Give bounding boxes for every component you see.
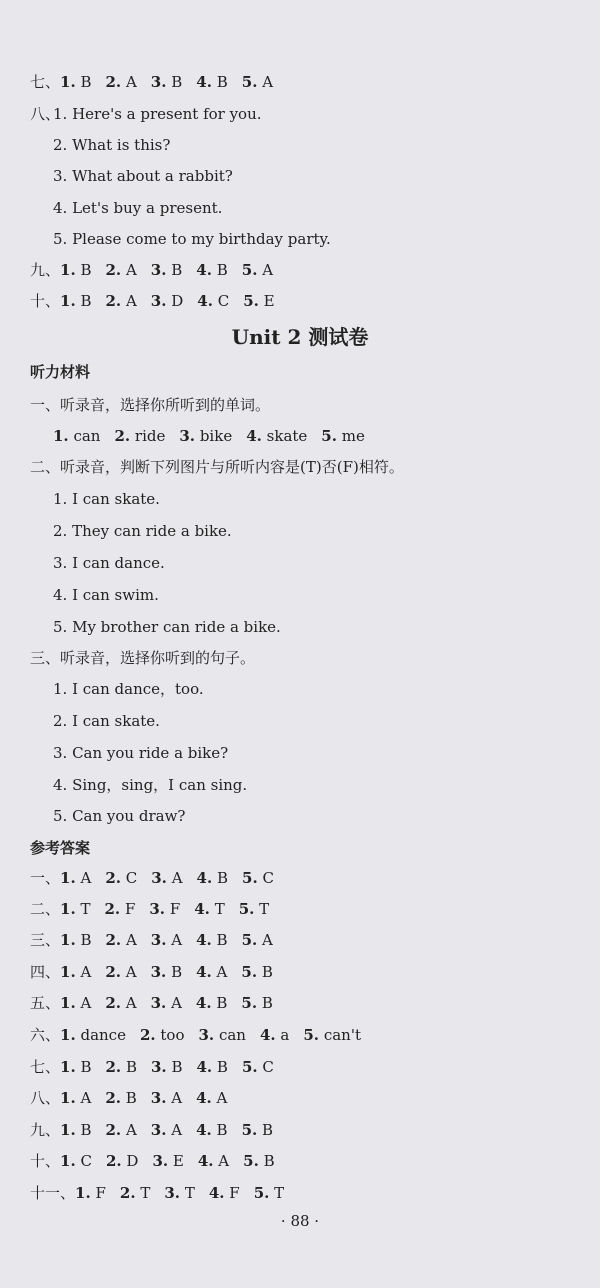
answer-item [197, 869, 228, 887]
answer-item [197, 292, 229, 310]
answer-number: 3. [149, 900, 166, 918]
question-prompt: 三、听录音，选择你听到的句子。 [30, 649, 256, 667]
answer-number: 2. [105, 994, 121, 1012]
answer-number: 1. [60, 1121, 76, 1139]
answer-number: 4. [194, 900, 210, 918]
answer-number: 4. [196, 1058, 213, 1076]
answer-value: B [80, 1058, 92, 1076]
unit-title: Unit 2 测试卷 [231, 325, 369, 349]
answer-value: B [261, 963, 273, 981]
answer-item [151, 869, 182, 887]
answer-item [164, 1184, 194, 1202]
answer-item [151, 73, 182, 91]
answer-number: 5. [243, 292, 259, 310]
answer-value: E [172, 1152, 184, 1170]
answer-value: B [125, 1058, 137, 1076]
answer-number: 4. [196, 1121, 212, 1139]
section-label: 九、 [30, 1121, 61, 1139]
answer-value: B [125, 1089, 137, 1107]
answer-value: B [171, 73, 183, 91]
answer-row [30, 1183, 580, 1203]
answer-number: 4. [196, 869, 213, 887]
answer-value: B [261, 994, 273, 1012]
word-number: 5. [321, 427, 337, 445]
answer-item [140, 1026, 185, 1044]
answer-value: T [214, 900, 225, 918]
answer-item [105, 994, 136, 1012]
answer-item [75, 1184, 106, 1202]
answer-number: 3. [150, 1121, 167, 1139]
answer-number: 2. [105, 1121, 122, 1139]
answer-item [241, 994, 272, 1012]
listening-sentence: 1. I can skate. [53, 490, 160, 508]
answer-value: E [263, 292, 275, 310]
section-label: 二、 [30, 900, 61, 918]
answer-sentence: 2. What is this? [53, 136, 171, 154]
question-prompt: 二、听录音，判断下列图片与所听内容是(T)否(F)相符。 [30, 458, 404, 476]
answer-value: A [216, 1089, 228, 1107]
answer-number: 2. [105, 931, 122, 949]
word-value: skate [266, 427, 308, 445]
word-item [114, 427, 165, 445]
answer-item [106, 73, 137, 91]
answer-item [149, 900, 180, 918]
answer-value: T [274, 1184, 285, 1202]
answer-value: B [216, 73, 228, 91]
answer-value: C [217, 292, 230, 310]
answer-item [242, 73, 273, 91]
answer-value: A [171, 931, 183, 949]
section-label: 三、 [30, 931, 61, 949]
answer-item [106, 261, 137, 279]
answer-sentence: 5. Please come to my birthday party. [53, 230, 331, 248]
answer-item [196, 994, 227, 1012]
answer-item [106, 1058, 137, 1076]
answer-row [30, 1057, 580, 1077]
answer-item [196, 963, 227, 981]
answer-item [152, 1152, 183, 1170]
answer-item [254, 1184, 284, 1202]
answer-number: 1. [60, 869, 76, 887]
answer-number: 1. [60, 1026, 76, 1044]
answer-value: A [218, 1152, 230, 1170]
answer-number: 5. [241, 261, 258, 279]
answer-item [106, 1152, 138, 1170]
answer-number: 2. [105, 292, 122, 310]
answer-value: C [80, 1152, 92, 1170]
answer-item [106, 1121, 137, 1139]
word-value: can [73, 427, 101, 445]
answer-number: 1. [60, 1058, 76, 1076]
answer-number: 5. [242, 869, 258, 887]
answer-value: F [229, 1184, 240, 1202]
answer-value: A [171, 869, 183, 887]
answer-item [242, 1058, 274, 1076]
answer-value: A [125, 261, 137, 279]
answer-number: 2. [105, 1152, 122, 1170]
answer-number: 3. [198, 1026, 215, 1044]
listening-sentence: 5. My brother can ride a bike. [53, 618, 281, 636]
section-heading: 参考答案 [30, 839, 91, 857]
answer-row [30, 1120, 580, 1140]
answer-row [30, 291, 580, 311]
listening-sentence: 3. I can dance. [53, 554, 165, 572]
section-label: 十、 [30, 292, 61, 310]
answer-number: 1. [60, 292, 76, 310]
answer-item [106, 292, 137, 310]
answer-number: 5. [243, 1152, 259, 1170]
answer-number: 2. [105, 1058, 122, 1076]
answer-number: 3. [150, 1089, 167, 1107]
answer-number: 4. [259, 1026, 276, 1044]
answer-number: 4. [196, 931, 212, 949]
answer-row [30, 1151, 580, 1171]
answer-number: 5. [241, 73, 258, 91]
answer-number: 3. [150, 1058, 167, 1076]
answer-value: A [262, 73, 274, 91]
answer-item [243, 292, 274, 310]
answer-item [242, 1121, 273, 1139]
answer-value: T [140, 1184, 151, 1202]
section-heading: 听力材料 [30, 363, 91, 381]
answer-item [196, 931, 227, 949]
answer-number: 3. [150, 73, 167, 91]
answer-item [260, 1026, 289, 1044]
answer-value: B [263, 1152, 275, 1170]
answer-value: A [262, 261, 274, 279]
answer-item [239, 900, 269, 918]
answer-value: B [171, 1058, 183, 1076]
answer-value: F [95, 1184, 106, 1202]
answer-value: T [259, 900, 270, 918]
answer-number: 2. [105, 1089, 121, 1107]
answer-item [196, 1121, 227, 1139]
answer-item [199, 1026, 246, 1044]
word-item [321, 427, 365, 445]
answer-number: 2. [105, 963, 121, 981]
listening-sentence: 5. Can you draw? [53, 807, 186, 825]
answer-item [105, 869, 137, 887]
listening-sentence: 4. I can swim. [53, 586, 159, 604]
answer-value: A [80, 1089, 92, 1107]
answer-value: F [124, 900, 136, 918]
answer-item [60, 869, 91, 887]
answer-value: T [80, 900, 91, 918]
answer-value: A [125, 994, 137, 1012]
answer-row [30, 72, 580, 92]
word-value: ride [134, 427, 166, 445]
answer-row [30, 1025, 580, 1045]
answer-number: 4. [195, 994, 212, 1012]
answer-value: B [80, 261, 92, 279]
answer-row [30, 1088, 580, 1108]
answer-row [30, 993, 580, 1013]
answer-value: too [160, 1026, 185, 1044]
word-value: bike [199, 427, 233, 445]
answer-item [151, 994, 182, 1012]
answer-value: D [126, 1152, 139, 1170]
answer-number: 2. [105, 73, 122, 91]
answer-item [60, 931, 91, 949]
word-number: 3. [179, 427, 196, 445]
answer-item [60, 1121, 91, 1139]
answer-value: A [80, 963, 92, 981]
answer-item [60, 261, 91, 279]
answer-item [242, 931, 273, 949]
answer-value: T [184, 1184, 195, 1202]
answer-item [60, 963, 91, 981]
word-item [179, 427, 232, 445]
answer-item [60, 900, 90, 918]
answer-item [209, 1184, 240, 1202]
answer-item [151, 1089, 182, 1107]
section-label: 十、 [30, 1152, 61, 1170]
answer-value: C [125, 869, 138, 887]
section-label: 六、 [30, 1026, 61, 1044]
answer-number: 1. [60, 73, 76, 91]
listening-sentence: 1. I can dance，too. [53, 680, 204, 698]
answer-number: 1. [60, 261, 76, 279]
answer-number: 5. [303, 1026, 320, 1044]
answer-number: 4. [208, 1184, 225, 1202]
section-label: 五、 [30, 994, 61, 1012]
answer-item [151, 963, 182, 981]
answer-number: 2. [105, 869, 121, 887]
answer-number: 2. [104, 900, 121, 918]
answer-item [196, 73, 227, 91]
answer-number: 4. [196, 261, 212, 279]
answer-number: 3. [151, 869, 167, 887]
section-label: 八、 [30, 105, 61, 123]
answer-item [105, 1089, 136, 1107]
answer-value: A [171, 994, 182, 1012]
listening-sentence: 2. They can ride a bike. [53, 522, 232, 540]
answer-value: A [262, 931, 273, 949]
answer-row [30, 899, 580, 919]
answer-value: A [80, 994, 92, 1012]
answer-row [30, 930, 580, 950]
word-number: 1. [53, 427, 69, 445]
answer-item [242, 261, 273, 279]
answer-number: 1. [75, 1184, 91, 1202]
answer-number: 5. [253, 1184, 270, 1202]
answer-value: A [171, 1121, 183, 1139]
answer-number: 1. [60, 1152, 76, 1170]
answer-value: A [125, 931, 137, 949]
word-item [246, 427, 307, 445]
answer-number: 2. [105, 261, 122, 279]
answer-item [151, 261, 182, 279]
answer-value: B [171, 963, 183, 981]
answer-value: can [218, 1026, 246, 1044]
question-prompt: 一、听录音，选择你所听到的单词。 [30, 396, 271, 414]
answer-item [104, 900, 135, 918]
answer-row [30, 260, 580, 280]
answer-value: B [216, 931, 228, 949]
section-label: 七、 [30, 73, 61, 91]
section-label: 一、 [30, 869, 61, 887]
answer-item [196, 1058, 227, 1076]
answer-item [60, 1152, 92, 1170]
word-item [53, 427, 100, 445]
answer-value: a [280, 1026, 290, 1044]
answer-item [60, 292, 91, 310]
answer-number: 3. [150, 261, 167, 279]
answer-number: 5. [241, 1058, 258, 1076]
answer-value: B [80, 1121, 92, 1139]
answer-item [194, 900, 224, 918]
answer-number: 2. [119, 1184, 136, 1202]
answer-item [120, 1184, 150, 1202]
answer-item [151, 931, 182, 949]
answer-item [105, 963, 136, 981]
answer-value: F [169, 900, 181, 918]
answer-value: A [171, 1089, 183, 1107]
answer-item [60, 1026, 126, 1044]
answer-value: B [216, 994, 228, 1012]
page-number: · 88 · [280, 1212, 320, 1230]
answer-item [303, 1026, 361, 1044]
answer-number: 1. [60, 1089, 76, 1107]
answer-item [151, 292, 183, 310]
answer-number: 5. [241, 994, 258, 1012]
answer-value: A [125, 292, 137, 310]
answer-item [198, 1152, 229, 1170]
answer-sentence: 3. What about a rabbit? [53, 167, 233, 185]
answer-item [60, 73, 91, 91]
section-label: 八、 [30, 1089, 61, 1107]
answer-item [242, 869, 274, 887]
word-number: 2. [114, 427, 131, 445]
answer-item [241, 963, 272, 981]
answer-value: A [125, 1121, 137, 1139]
listening-sentence: 2. I can skate. [53, 712, 160, 730]
answer-number: 4. [196, 1089, 212, 1107]
answer-row [30, 962, 580, 982]
answer-item [60, 1089, 91, 1107]
answer-value: D [171, 292, 184, 310]
answer-value: A [80, 869, 92, 887]
answer-item [196, 1089, 227, 1107]
section-label: 四、 [30, 963, 61, 981]
section-label: 九、 [30, 261, 61, 279]
answer-value: A [125, 963, 137, 981]
answer-number: 4. [196, 963, 212, 981]
answer-number: 1. [60, 900, 76, 918]
answer-number: 5. [241, 963, 258, 981]
section-label: 七、 [30, 1058, 61, 1076]
answer-value: B [216, 261, 228, 279]
answer-number: 4. [197, 1152, 214, 1170]
listening-sentence: 4. Sing，sing，I can sing. [53, 776, 248, 794]
listening-sentence: 3. Can you ride a bike? [53, 744, 229, 762]
answer-number: 3. [150, 292, 167, 310]
answer-value: A [216, 963, 228, 981]
answer-number: 1. [60, 963, 76, 981]
answer-value: B [80, 73, 92, 91]
answer-number: 3. [152, 1152, 169, 1170]
answer-value: C [262, 1058, 274, 1076]
answer-number: 3. [150, 963, 167, 981]
answer-number: 3. [150, 994, 167, 1012]
answer-value: A [125, 73, 137, 91]
answer-value: B [80, 292, 92, 310]
answer-value: B [80, 931, 92, 949]
answer-number: 2. [139, 1026, 156, 1044]
answer-value: B [216, 1121, 228, 1139]
answer-item [243, 1152, 274, 1170]
answer-value: C [262, 869, 274, 887]
answer-number: 4. [196, 73, 212, 91]
answer-sentence: 1. Here's a present for you. [53, 105, 262, 123]
answer-number: 1. [60, 931, 76, 949]
answer-item [60, 1058, 91, 1076]
answer-value: B [171, 261, 183, 279]
word-value: me [341, 427, 365, 445]
word-list [53, 426, 580, 446]
answer-number: 5. [241, 931, 258, 949]
answer-item [196, 261, 227, 279]
answer-number: 4. [197, 292, 213, 310]
answer-item [151, 1058, 182, 1076]
answer-value: B [217, 869, 229, 887]
answer-item [60, 994, 91, 1012]
answer-item [106, 931, 137, 949]
answer-number: 5. [238, 900, 255, 918]
answer-value: dance [80, 1026, 126, 1044]
section-label: 十一、 [30, 1184, 76, 1202]
answer-number: 3. [150, 931, 167, 949]
answer-value: B [216, 1058, 228, 1076]
word-number: 4. [246, 427, 262, 445]
answer-number: 1. [60, 994, 76, 1012]
answer-value: B [262, 1121, 274, 1139]
answer-number: 5. [241, 1121, 258, 1139]
answer-row [30, 868, 580, 888]
answer-value: can't [323, 1026, 361, 1044]
answer-item [151, 1121, 182, 1139]
answer-number: 3. [164, 1184, 181, 1202]
answer-sentence: 4. Let's buy a present. [53, 199, 223, 217]
